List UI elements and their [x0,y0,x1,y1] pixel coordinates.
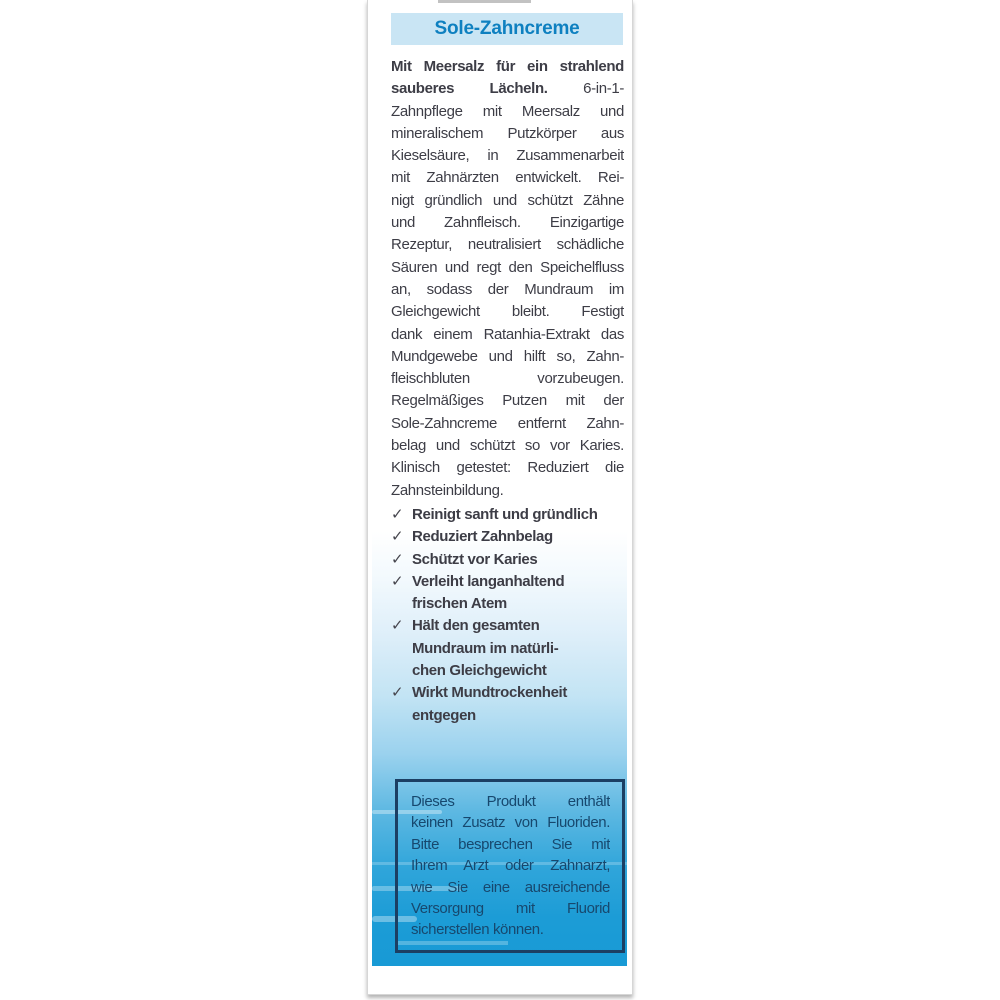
benefits-checklist [391,504,624,727]
checklist-item-label: Reduziert Zahnbelag [412,528,553,546]
checkmark-icon: ✓ [391,528,404,546]
paragraph-line: Kieselsäure, in Zusammenarbeit [391,147,624,165]
notice-line: Dieses Produkt enthält [411,793,610,810]
checklist-item-label: entgegen [412,706,476,724]
paragraph-line: Sole-Zahncreme entfernt Zahn- [391,414,624,432]
paragraph-line: Säuren und regt den Speichelfluss [391,258,624,276]
paragraph-line: mineralischem Putzkörper aus [391,124,624,142]
checklist-item-label: Mundraum im natürli- [412,639,559,657]
paragraph-line: an, sodass der Mundraum im [391,280,624,298]
paragraph-line: Regelmäßiges Putzen mit der [391,392,624,410]
paragraph-line: mit Zahnärzten entwickelt. Rei- [391,169,624,187]
notice-line: keinen Zusatz von Fluoriden. [411,814,610,832]
product-title: Sole-Zahncreme [434,18,580,39]
paragraph-line: belag und schützt so vor Karies. [391,437,624,455]
checklist-item-label: Schützt vor Karies [412,550,538,568]
checklist-item [391,526,624,548]
checklist-item [391,615,624,682]
paragraph-line: Klinisch getestet: Reduziert die [391,459,624,477]
paragraph-line: Mundgewebe und hilft so, Zahn- [391,347,624,365]
description-block [391,56,624,727]
paragraph-line: nigt gründlich und schützt Zähne [391,191,624,209]
paragraph-line: Zahnpflege mit Meersalz und [391,102,624,120]
checkmark-icon: ✓ [391,617,404,635]
checklist-item-label: frischen Atem [412,595,507,613]
checklist-item [391,549,624,571]
checklist-item-label: Hält den gesamten [412,617,540,635]
checklist-item [391,682,624,727]
paragraph-line: fleischbluten vorzubeugen. [391,370,624,388]
checklist-item-label: chen Gleichgewicht [412,662,547,680]
paragraph-line: Gleichgewicht bleibt. Festigt [391,303,624,321]
carton-top-edge [438,0,531,3]
paragraph-line: Rezeptur, neutralisiert schädliche [391,236,624,254]
checklist-item-label: Wirkt Mundtrockenheit [412,684,568,702]
paragraph-line: und Zahnfleisch. Einzigartige [391,214,624,232]
checkmark-icon: ✓ [391,684,404,702]
checklist-item [391,504,624,526]
paragraph-bold-fragment: sauberes Lächeln. [391,80,548,98]
checkmark-icon: ✓ [391,505,404,523]
fluoride-notice-box [395,779,625,953]
notice-line: Versorgung mit Fluorid [411,899,610,917]
checkmark-icon: ✓ [391,572,404,590]
paragraph-line: Zahnsteinbildung. [391,481,504,499]
paragraph-line [391,78,624,100]
notice-line: Ihrem Arzt oder Zahnarzt, [411,857,610,875]
notice-line: Bitte besprechen Sie mit [411,835,610,853]
product-title-band [391,13,623,45]
checklist-item-label: Verleiht langanhaltend [412,572,565,590]
notice-line: sicherstellen können. [411,921,544,939]
paragraph-regular-fragment: 6-in-1- [583,80,624,98]
paragraph-line: Mit Meersalz für ein strahlend [391,58,624,75]
checkmark-icon: ✓ [391,550,404,568]
paragraph-line: dank einem Ratanhia-Extrakt das [391,325,624,343]
toothpaste-carton-back-panel [367,0,633,995]
checklist-item [391,571,624,616]
checklist-item-label: Reinigt sanft und gründlich [412,505,598,523]
notice-line: wie Sie eine ausreichende [411,878,610,896]
